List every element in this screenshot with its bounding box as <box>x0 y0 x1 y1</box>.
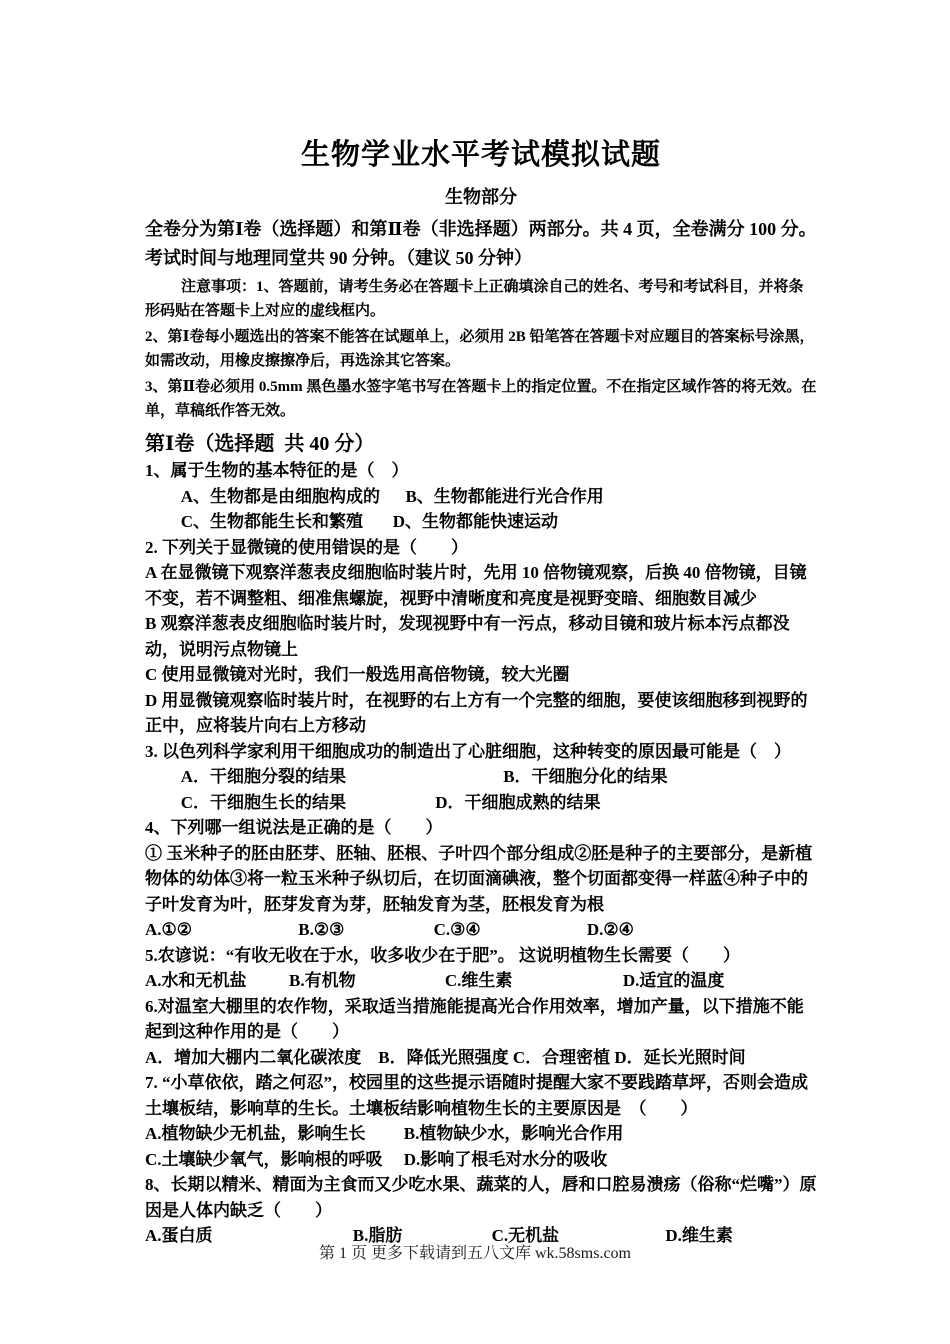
exam-subtitle: 生物部分 <box>445 187 517 207</box>
question-7-options-cd: C.土壤缺少氧气，影响根的呼吸 D.影响了根毛对水分的吸收 <box>145 1149 608 1169</box>
exam-title: 生物学业水平考试模拟试题 <box>300 139 661 171</box>
question-7 <box>145 1070 817 1172</box>
question-2-option-d: D 用显微镜观察临时装片时，在视野的右上方有一个完整的细胞，要使该细胞移到视野的正中，应将装片向右上方移动 <box>145 690 808 735</box>
question-2-option-b: B 观察洋葱表皮细胞临时装片时，发现视野中有一污点，移动目镜和玻片标本污点都没动，说明污点物镜上 <box>145 614 790 659</box>
question-6-options: A．增加大棚内二氧化碳浓度 B．降低光照强度 C．合理密植 D．延长光照时间 <box>145 1047 746 1067</box>
question-6-stem: 6.对温室大棚里的农作物，采取适当措施能提高光合作用效率，增加产量，以下措施不能起到这种作用的是（ ） <box>145 996 804 1041</box>
question-7-stem: 7. “小草依依，踏之何忍”，校园里的这些提示语随时提醒大家不要践踏草坪，否则会造成土壤板结，影响草的生长。土壤板结影响植物生长的主要原因是 （ ） <box>145 1073 808 1118</box>
question-4 <box>145 815 817 943</box>
question-2-option-a: A 在显微镜下观察洋葱表皮细胞临时装片时，先用 10 倍物镜观察，后换 40 倍物镜，目镜不变，若不调整粗、细准焦螺旋，视野中清晰度和亮度是视野变暗、细胞数目减少 <box>145 563 807 608</box>
question-1-stem: 1、属于生物的基本特征的是（ ） <box>145 461 409 480</box>
page-footer: 第 1 页 更多下载请到五八文库 wk.58sms.com <box>318 1245 631 1262</box>
question-1-options-cd: C、生物都能生长和繁殖 D、生物都能快速运动 <box>180 512 558 531</box>
question-5-options: A.水和无机盐 B.有机物 C.维生素 D.适宜的温度 <box>145 971 725 990</box>
question-1-options-ab: A、生物都是由细胞构成的 B、生物都能进行光合作用 <box>180 486 604 506</box>
question-3-options-cd: C．干细胞生长的结果 D．干细胞成熟的结果 <box>180 792 601 812</box>
question-5 <box>145 943 817 994</box>
exam-intro-paragraph: 全卷分为第Ⅰ卷（选择题）和第Ⅱ卷（非选择题）两部分。共 4 页，全卷满分 100 分。考试时间与地理同堂共 90 分钟。（建议 50 分钟） <box>145 219 817 268</box>
question-3-options-ab: A．干细胞分裂的结果 B．干细胞分化的结果 <box>180 767 668 786</box>
question-3-stem: 3. 以色列科学家利用干细胞成功的制造出了心脏细胞，这种转变的原因最可能是（ ） <box>145 741 791 761</box>
question-4-stem: 4、下列哪一组说法是正确的是（ ） <box>145 818 443 837</box>
question-6 <box>145 994 817 1071</box>
question-2-stem: 2. 下列关于显微镜的使用错误的是（ ） <box>145 537 468 557</box>
question-2 <box>145 535 817 739</box>
notice-item-2: 2、第Ⅰ卷每小题选出的答案不能答在试题单上，必须用 2B 铅笔答在答题卡对应题目的答案标号涂黑，如需改动，用橡皮擦擦净后，再选涂其它答案。 <box>145 329 815 369</box>
section-1-heading: 第Ⅰ卷（选择题 共 40 分） <box>145 433 375 455</box>
question-8 <box>145 1172 817 1249</box>
question-1 <box>145 458 817 535</box>
question-5-stem: 5.农谚说：“有收无收在于水，收多收少在于肥”。 这说明植物生长需要（ ） <box>145 945 740 965</box>
question-4-options: A.①② B.②③ C.③④ D.②④ <box>145 920 634 939</box>
question-8-stem: 8、长期以精米、精面为主食而又少吃水果、蔬菜的人，唇和口腔易溃疡（俗称“烂嘴”）原因是人体内缺乏（ ） <box>145 1175 817 1220</box>
notice-item-3: 3、第Ⅱ卷必须用 0.5mm 黑色墨水签字笔书写在答题卡上的指定位置。不在指定区域作答的将无效。在 单，草稿纸作答无效。 <box>145 379 821 419</box>
question-3 <box>145 739 817 816</box>
notice-item-1: 注意事项：1、答题前，请考生务必在答题卡上正确填涂自己的姓名、考号和考试科目，并将条形码贴在答题卡上对应的虚线框内。 <box>145 279 804 319</box>
question-7-options-ab: A.植物缺少无机盐，影响生长 B.植物缺少水，影响光合作用 <box>145 1124 624 1143</box>
question-2-option-c: C 使用显微镜对光时，我们一般选用高倍物镜，较大光圈 <box>145 665 570 684</box>
question-8-options: A.蛋白质 B.脂肪 C.无机盐 D.维生素 <box>145 1226 733 1245</box>
exam-content <box>145 132 821 1249</box>
question-4-statements: ① 玉米种子的胚由胚芽、胚轴、胚根、子叶四个部分组成②胚是种子的主要部分，是新植物体的幼体③将一粒玉米种子纵切后，在切面滴碘液，整个切面都变得一样蓝④种子中的子叶发育为叶，胚芽发育为芽，胚轴发育为茎，胚根发育为根 <box>145 843 813 914</box>
